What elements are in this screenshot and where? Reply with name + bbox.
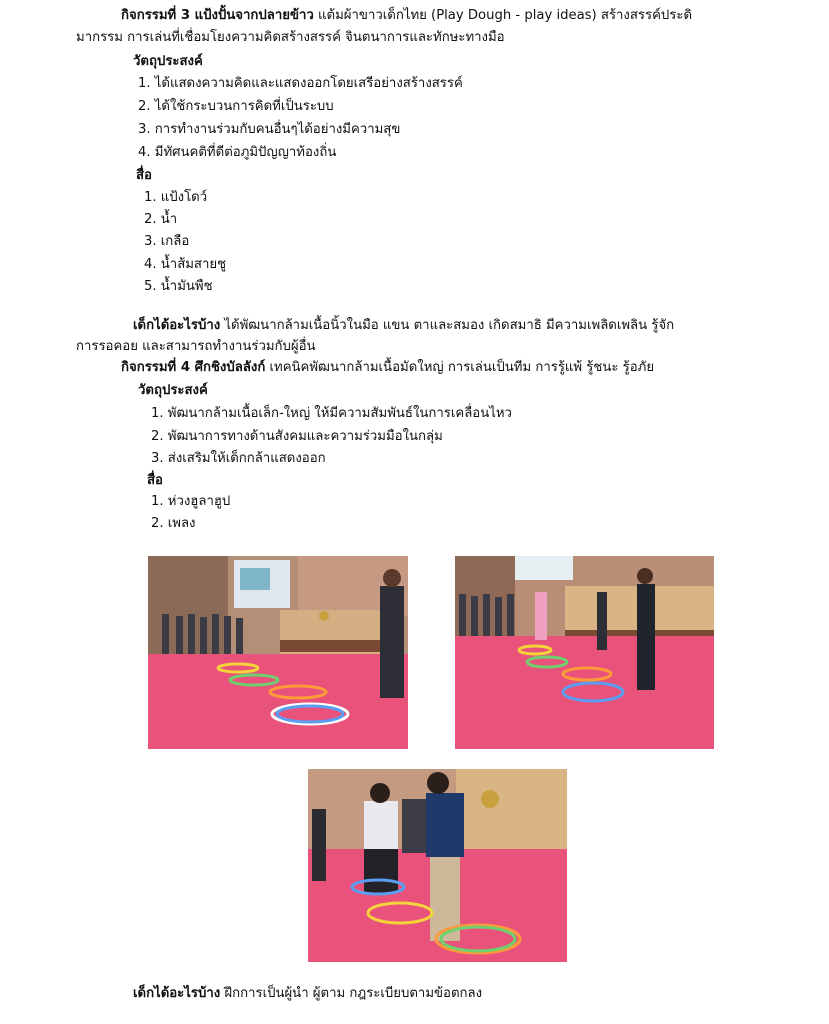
activity3-intro-line1: แต้มผ้าขาวเด็กไทย (Play Dough - play ideas) สร้างสรรค์ประดิ <box>313 8 693 23</box>
activity3-media-item: 5. น้ำมันพืช <box>144 279 213 294</box>
activity4-heading <box>121 358 654 378</box>
activity-photo-2 <box>455 556 714 749</box>
activity3-heading <box>121 6 692 26</box>
activity3-media-item: 3. เกลือ <box>144 234 190 249</box>
activity3-media-heading: สื่อ <box>136 168 152 183</box>
activity3-objectives-heading: วัตถุประสงค์ <box>133 54 203 69</box>
activity3-objective: 1. ได้แสดงความคิดและแสดงออกโดยเสรีอย่างสร้างสรรค์ <box>138 76 463 91</box>
activity4-media-item: 1. ห่วงฮูลาฮูป <box>151 494 231 509</box>
activity3-objective: 4. มีทัศนคติที่ดีต่อภูมิปัญญาท้องถิ่น <box>138 145 337 160</box>
activity-photo-3 <box>308 769 567 962</box>
activity3-objective: 2. ได้ใช้กระบวนการคิดที่เป็นระบบ <box>138 99 334 114</box>
activity3-intro-line2: มากรรม การเล่นที่เชื่อมโยงความคิดสร้างสรรค์ จินตนาการและทักษะทางมือ <box>76 30 505 45</box>
activity4-learned <box>133 984 482 1004</box>
activity4-objective: 2. พัฒนาการทางด้านสังคมและความร่วมมือในกลุ่ม <box>151 429 443 444</box>
activity3-objective: 3. การทำงานร่วมกับคนอื่นๆได้อย่างมีความสุข <box>138 122 401 137</box>
activity4-objective: 3. ส่งเสริมให้เด็กกล้าแสดงออก <box>151 451 326 466</box>
activity3-learned-line2: การรอคอย และสามารถทำงานร่วมกับผู้อื่น <box>76 339 316 354</box>
activity3-learned-line1: ได้พัฒนากล้ามเนื้อนิ้วในมือ แขน ตาและสมอง เกิดสมาธิ มีความเพลิดเพลิน รู้จัก <box>220 318 675 333</box>
activity3-media-item: 1. แป้งโดว์ <box>144 190 208 205</box>
activity3-learned-label: เด็กได้อะไรบ้าง <box>133 318 221 333</box>
activity3-learned <box>133 316 674 336</box>
activity3-media-item: 4. น้ำส้มสายชู <box>144 257 227 272</box>
activity4-objective: 1. พัฒนากล้ามเนื้อเล็ก-ใหญ่ ให้มีความสัมพันธ์ในการเคลื่อนไหว <box>151 406 512 421</box>
activity4-objectives-heading: วัตถุประสงค์ <box>138 383 208 398</box>
activity4-media-item: 2. เพลง <box>151 516 196 531</box>
activity3-media-item: 2. น้ำ <box>144 212 178 227</box>
activity4-learned-label: เด็กได้อะไรบ้าง <box>133 986 221 1001</box>
activity4-title: กิจกรรมที่ 4 ศึกชิงบัลลังก์ <box>121 360 266 375</box>
activity4-intro: เทคนิคพัฒนากล้ามเนื้อมัดใหญ่ การเล่นเป็นทีม การรู้แพ้ รู้ชนะ รู้อภัย <box>265 360 655 375</box>
activity4-learned-text: ฝึกการเป็นผู้นำ ผู้ตาม กฎระเบียบตามข้อตกลง <box>220 986 483 1001</box>
activity3-title: กิจกรรมที่ 3 แป้งปั้นจากปลายข้าว <box>121 8 314 23</box>
activity-photo-1 <box>148 556 408 749</box>
activity4-media-heading: สื่อ <box>147 473 163 488</box>
